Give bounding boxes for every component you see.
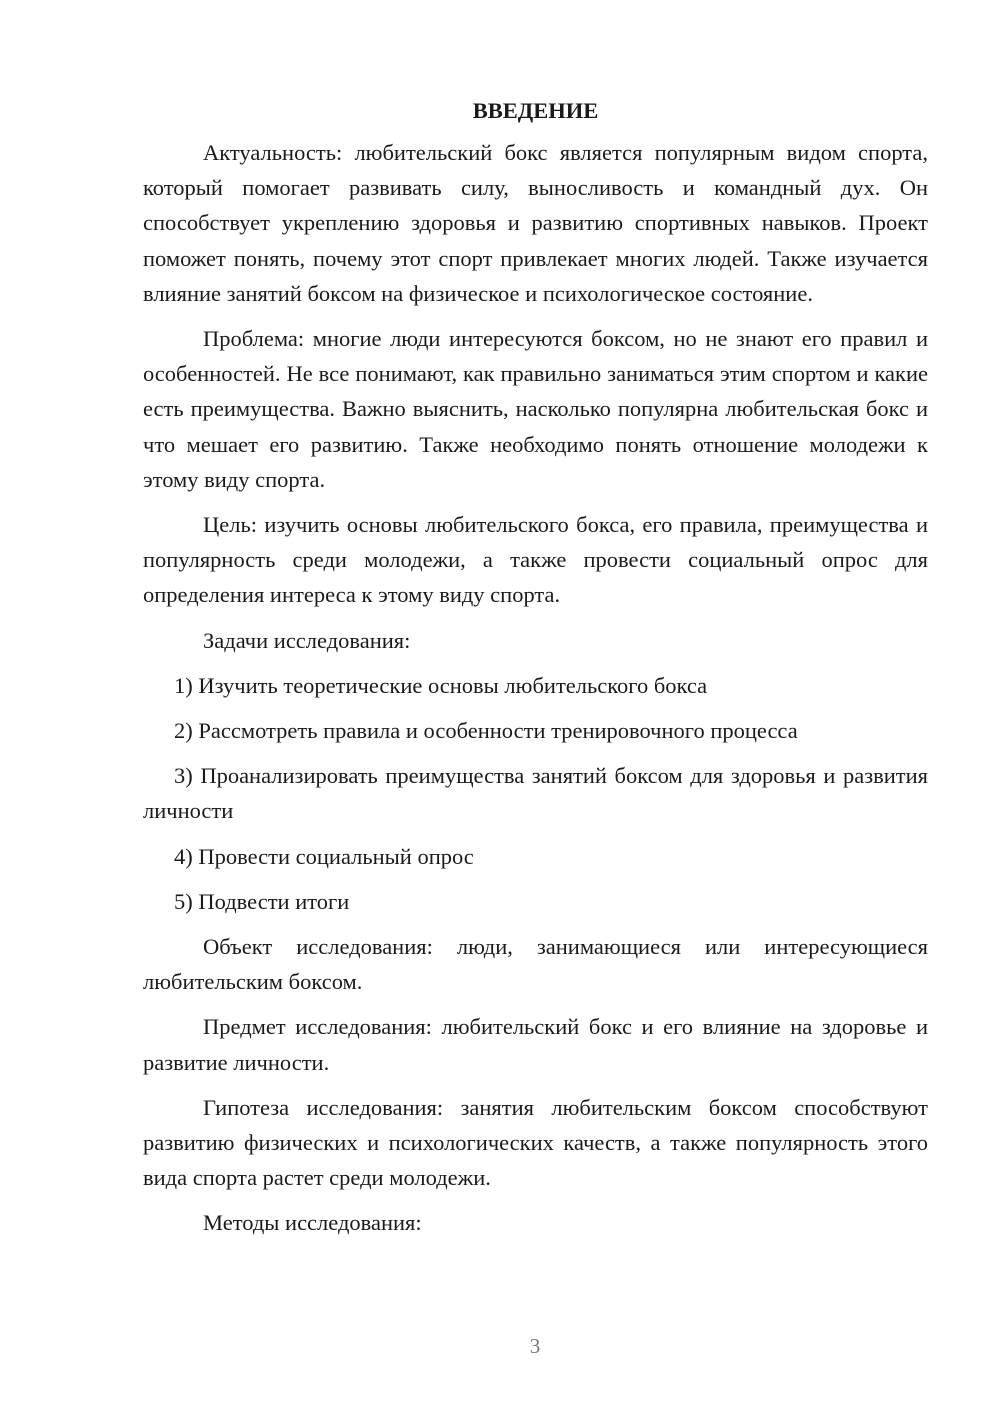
page-number: 3 bbox=[529, 1334, 541, 1358]
object-paragraph: Объект исследования: люди, занимающиеся или интересующиеся любительским боксом. bbox=[143, 934, 928, 995]
section-title: ВВЕДЕНИЕ bbox=[472, 98, 599, 123]
methods-heading: Методы исследования: bbox=[203, 1210, 422, 1236]
task-item-3: 3) Проанализировать преимущества занятий боксом для здоровья и развития личности bbox=[143, 763, 928, 824]
relevance-paragraph: Актуальность: любительский бокс является популярным видом спорта, который помогает развивать силу, выносливость и командный дух. Он способствует укреплению здоровья и развитию спортивных навыков. Проект поможет понять, почему этот спорт привлекает многих людей. Также изучается влияние занятий боксом на физическое и психологическое состояние. bbox=[143, 140, 928, 306]
task-item-2: 2) Рассмотреть правила и особенности тренировочного процесса bbox=[174, 718, 798, 744]
task-item-1: 1) Изучить теоретические основы любительского бокса bbox=[174, 672, 708, 698]
task-item-5: 5) Подвести итоги bbox=[174, 888, 350, 914]
goal-paragraph: Цель: изучить основы любительского бокса, его правила, преимущества и популярность среди молодежи, а также провести социальный опрос для определения интереса к этому виду спорта. bbox=[143, 512, 928, 608]
subject-paragraph: Предмет исследования: любительский бокс и его влияние на здоровье и развитие личности. bbox=[143, 1014, 928, 1075]
task-item-4: 4) Провести социальный опрос bbox=[174, 843, 474, 869]
tasks-heading: Задачи исследования: bbox=[203, 627, 411, 653]
hypothesis-paragraph: Гипотеза исследования: занятия любительским боксом способствуют развитию физических и психологических качеств, а также популярность этого вида спорта растет среди молодежи. bbox=[143, 1094, 928, 1191]
page-body bbox=[143, 96, 928, 1251]
problem-paragraph: Проблема: многие люди интересуются боксом, но не знают его правил и особенностей. Не все понимают, как правильно заниматься этим спортом и какие есть преимущества. Важно выяснить, насколько популярна любительская бокс и что мешает его развитию. Также необходимо понять отношение молодежи к этому виду спорта. bbox=[143, 326, 928, 492]
